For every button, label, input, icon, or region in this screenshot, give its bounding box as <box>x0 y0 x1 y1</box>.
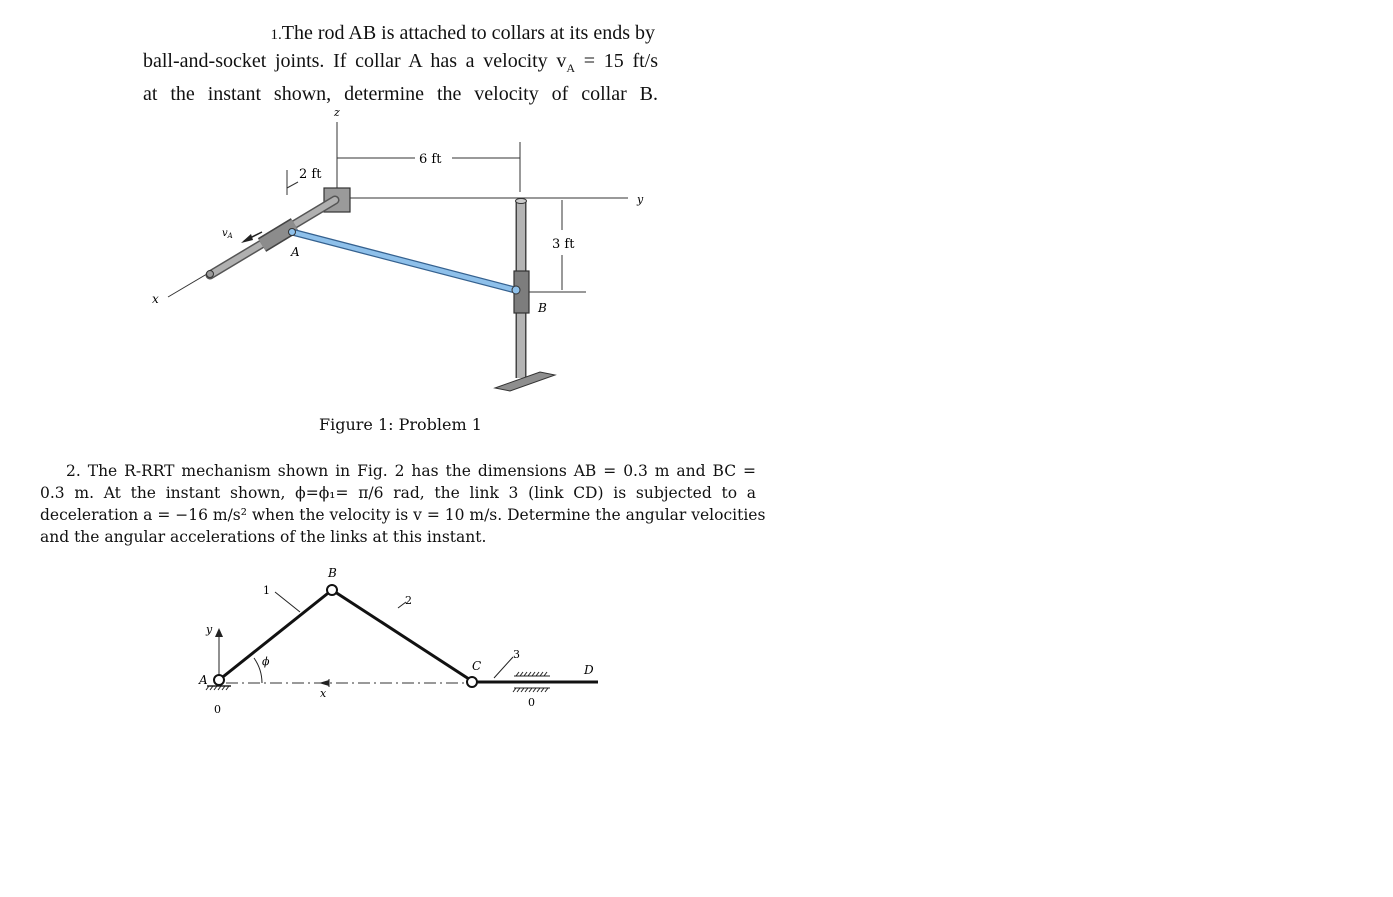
problem-2-line-4: and the angular accelerations of the links at this instant. <box>40 528 487 546</box>
joint-b <box>327 585 337 595</box>
link-3-leader <box>494 657 513 678</box>
problem-1-line-3: at the instant shown, determine the velocity of collar B. <box>143 83 658 105</box>
dim-6ft-label: 6 ft <box>419 152 442 167</box>
problem-2-line-3: deceleration a = −16 m/s² when the velocity is v = 10 m/s. Determine the angular velocities <box>40 506 766 524</box>
link-2-bc <box>332 590 472 681</box>
link-2-label: 2 <box>405 594 412 607</box>
joint-c <box>467 677 477 687</box>
ground-a-number: 0 <box>214 703 221 716</box>
link-1-label: 1 <box>263 584 270 597</box>
problem-2-line-1: 2. The R-RRT mechanism shown in Fig. 2 has the dimensions AB = 0.3 m and BC = <box>66 462 756 480</box>
ground-d-number: 0 <box>528 696 535 709</box>
slider-guide-top-hatch <box>516 672 547 676</box>
link-1-leader <box>275 592 300 612</box>
z-axis-label: z <box>334 106 340 119</box>
joint-a-label: A <box>199 673 208 687</box>
point-d-label: D <box>584 663 594 677</box>
phi-arc <box>254 658 262 683</box>
y-axis-label: y <box>206 623 213 636</box>
link-3-label: 3 <box>513 648 520 661</box>
problem-1-line-2: ball-and-socket joints. If collar A has a velocity $v_A = 15$ ft/s <box>143 50 658 75</box>
joint-a <box>214 675 224 685</box>
figure-1-caption: Figure 1: Problem 1 <box>319 415 482 434</box>
phi-label: ϕ <box>262 655 270 668</box>
slider-guide-bottom-hatch <box>513 688 548 692</box>
problem-2-line-2: 0.3 m. At the instant shown, ϕ=ϕ₁= π/6 rad, the link 3 (link CD) is subjected to a <box>40 484 756 502</box>
dim-3ft-label: 3 ft <box>552 237 575 252</box>
x-axis-arrowhead <box>319 680 329 686</box>
problem-1-line-1: 1.The rod AB is attached to collars at its ends by <box>270 22 655 44</box>
point-b-label: B <box>538 301 547 315</box>
x-axis-label: x <box>320 687 327 700</box>
dim-2ft-label: 2 ft <box>299 167 322 182</box>
joint-b-label: B <box>328 566 337 580</box>
y-axis-arrowhead <box>215 628 223 637</box>
point-a-label: A <box>291 245 300 259</box>
x-axis-label: x <box>152 292 159 306</box>
va-label: $v_A$ <box>222 228 233 240</box>
joint-c-label: C <box>472 659 482 673</box>
y-axis-label: y <box>637 193 644 206</box>
problem-1-number: 1. <box>270 27 282 43</box>
link-1-ab <box>219 590 332 680</box>
